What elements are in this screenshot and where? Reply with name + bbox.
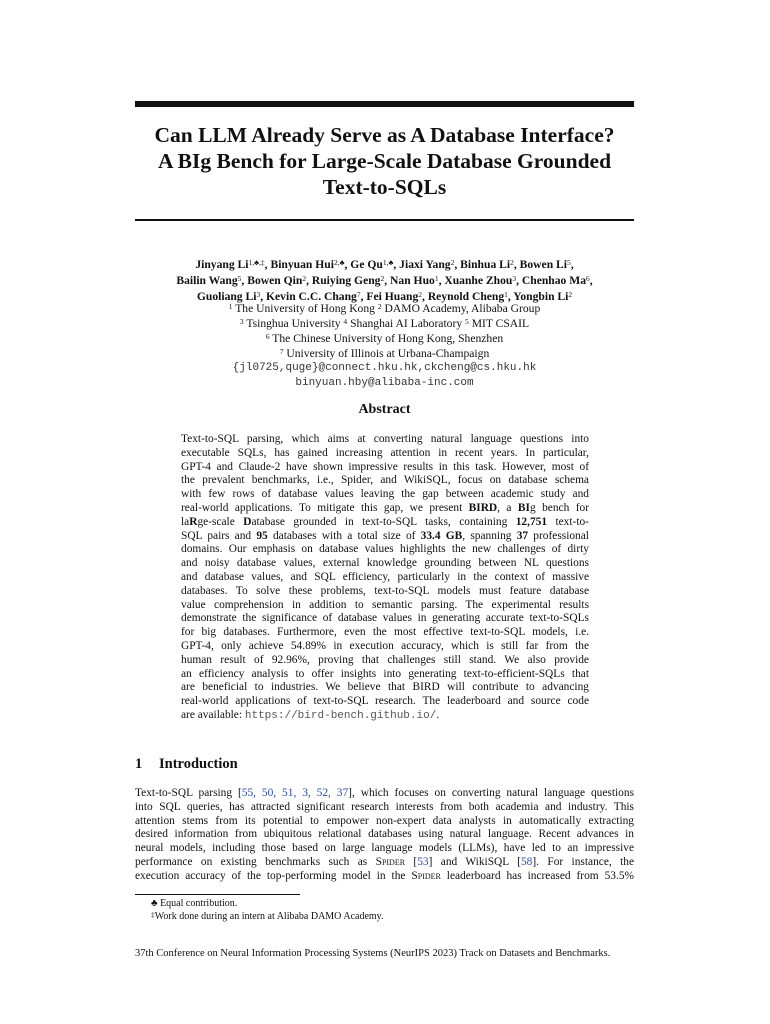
title-rule-bottom: [135, 219, 634, 221]
abstract-line: GPT-4, only achieve 54.89% in execution accuracy, which is still far from the: [181, 639, 589, 652]
author-affil-mark: 1,♣: [382, 258, 394, 267]
abstract-body: [181, 433, 589, 723]
affil-4: Shanghai AI Laboratory: [350, 317, 463, 330]
author-affil-mark: 6: [586, 274, 590, 283]
abstract-line: the prevalent benchmarks, i.e., Spider, and WikiSQL, focus on database schema: [181, 474, 589, 487]
author-name: Reynold Cheng: [427, 290, 505, 303]
author-affil-mark: 2: [302, 274, 307, 283]
author-affil-mark: 1: [504, 290, 508, 299]
affil-3: Tsinghua University: [246, 317, 341, 330]
author-name: Binyuan Hui: [270, 258, 334, 271]
author-affil-mark: 5: [237, 274, 242, 283]
author-name: Binhua Li: [460, 258, 511, 271]
abstract-heading: Abstract: [358, 402, 411, 417]
affil-6: The Chinese University of Hong Kong, Shenzhen: [272, 332, 504, 345]
footnote-equal-contribution: ♣ Equal contribution.: [151, 898, 238, 909]
author-affil-mark: 2: [380, 274, 385, 283]
author-affil-mark: 3: [512, 274, 517, 283]
author-line-1: Jinyang $Li^{1,♣,\ddagger}$, Binyuan Hui$^{2,♣}$, Ge $Qu^{1,♣}$, Jiaxi Yang$^2$, Binhua Li$^2$, Bowen Li$^5$,: [195, 258, 574, 271]
author-name: Xuanhe Zhou: [444, 274, 513, 287]
author-line-3: Guoliang Li$^3$, Kevin C.C. Chang$^7$, Fei Huang$^2$, Reynold Cheng$^1$, Yongbin Li$^2$: [196, 290, 573, 303]
abstract-line: value comprehension in addition to semantic parsing. The experimental results: [181, 598, 589, 611]
author-affil-mark: 5: [567, 258, 571, 267]
bird-name: BIRD: [468, 501, 498, 514]
affil-5: MIT CSAIL: [471, 317, 530, 330]
author-name: Bailin Wang: [176, 274, 238, 287]
abstract-line: with few rows of database values leaving the gap between academic study and: [181, 488, 589, 501]
email-line-1: {jl0725,quge}@connect.hku.hk,ckcheng@cs.hku.hk: [232, 362, 537, 374]
author-name: Kevin C.C. Chang: [266, 290, 357, 303]
citation-link[interactable]: 58: [520, 855, 533, 868]
intro-line: execution accuracy of the top-performing model in the Spider leaderboard has increased from 53.5%: [135, 869, 635, 882]
citation-link[interactable]: 55, 50, 51, 3, 52, 37: [241, 787, 349, 799]
abstract-line: domains. Our emphasis on database values highlights the new challenges of dirty: [181, 543, 589, 556]
project-url-link[interactable]: https://bird-bench.github.io/: [244, 709, 437, 722]
intro-line: performance on existing benchmarks such as Spider [53] and WikiSQL [58]. For instance, the: [135, 855, 635, 868]
section-heading-introduction: [135, 756, 238, 773]
abstract-line: and database values, and SQL efficiency, particularly in the context of massive: [181, 570, 589, 583]
affil-line-3: $^6$ The Chinese University of Hong Kong, Shenzhen: [265, 332, 504, 345]
author-name: Guoliang Li: [196, 290, 257, 303]
author-name: Bowen Li: [519, 258, 568, 271]
intro-line: desired information from ubiquitous relational databases using natural language. Recent advances in: [135, 828, 634, 841]
author-name: Jiaxi Yang: [399, 258, 451, 271]
section-number: 1: [135, 756, 143, 772]
affil-line-2: $^3$ Tsinghua University $^4$ Shanghai AI Laboratory $^5$ MIT CSAIL: [239, 317, 530, 330]
abstract-line: human result of 92.96%, proving that challenges still stand. We also provide: [181, 653, 589, 666]
footnotes: [151, 897, 384, 923]
email-line-2: binyuan.hby@alibaba-inc.com: [295, 377, 474, 389]
author-name: Nan Huo: [390, 274, 435, 287]
author-name: Jinyang Li: [195, 258, 249, 271]
abstract-line: real-world applications. To mitigate this gap, we present BIRD, a BIg bench for: [181, 501, 589, 514]
abstract-line: laRge-scale Database grounded in text-to-SQL tasks, containing 12,751 text-to-: [181, 515, 589, 528]
abstract-line: databases. To solve these problems, text-to-SQL models must feature database: [181, 584, 589, 597]
abstract-line: and noisy database values, external knowledge grounding between NL questions: [181, 557, 589, 570]
affil-line-4: $^7$ University of Illinois at Urbana-Champaign: [279, 347, 490, 360]
author-affil-mark: 2: [418, 290, 423, 299]
abstract-line: SQL pairs and 95 databases with a total size of 33.4 GB, spanning 37 professional: [181, 529, 589, 542]
author-name: Yongbin Li: [513, 290, 569, 303]
author-name: Ruiying Geng: [311, 274, 381, 287]
affiliations: [135, 301, 634, 391]
abstract-line: GPT-4 and Claude-2 have shown impressive results in this task. However, most of: [181, 460, 589, 473]
abstract-line: executable SQLs, has gained increasing attention in recent years. In particular,: [181, 446, 589, 459]
abstract-line: Text-to-SQL parsing, which aims at converting natural language questions into: [181, 433, 589, 445]
author-affil-mark: 2: [510, 258, 514, 267]
title-line-3: Text-to-SQLs: [322, 175, 447, 199]
footnote-rule: [135, 894, 300, 895]
title-rule-top: [135, 101, 634, 107]
intro-line: Text-to-SQL parsing [55, 50, 51, 3, 52, 37], which focuses on converting natural language questions: [135, 787, 635, 799]
footnote-intern: ‡Work done during an intern at Alibaba DAMO Academy.: [151, 910, 384, 922]
intro-line: neural models, including those based on large language models (LLMs), have led to an impressive: [135, 842, 634, 855]
affil-line-1: $^1$ The University of Hong Kong $^2$ DAMO Academy, Alibaba Group: [228, 302, 541, 315]
author-name: Chenhao Ma: [521, 274, 586, 287]
abstract-line: for big databases. Furthermore, even the most effective text-to-SQL models, i.e.: [181, 626, 589, 639]
abstract-line: are available: https://bird-bench.github.io/.: [181, 708, 440, 722]
author-name: Ge Qu: [350, 258, 383, 271]
author-affil-mark: 2,♣: [333, 258, 345, 267]
author-affil-mark: 7: [356, 290, 361, 299]
paper-title: [135, 122, 634, 200]
citation-link[interactable]: 53: [417, 855, 429, 868]
venue-footer: 37th Conference on Neural Information Processing Systems (NeurIPS 2023) Track on Datasets and Benchmarks.: [135, 948, 611, 959]
author-name: Bowen Qin: [247, 274, 303, 287]
introduction-body: [135, 787, 634, 884]
title-line-1: Can LLM Already Serve as A Database Interface?: [154, 123, 615, 147]
title-line-2: A BIg Bench for Large-Scale Database Grounded: [157, 149, 612, 173]
intro-line: attention stems from its potential to empower non-expert data analysts in automatically extracting: [135, 814, 634, 827]
abstract-line: demonstrate the significance of database values in generating accurate text-to-SQLs: [181, 612, 589, 625]
author-affil-mark: 2: [568, 290, 573, 299]
section-title: Introduction: [159, 756, 238, 772]
intro-line: into SQL queries, has attracted significant research interests from both academia and industry. This: [135, 800, 634, 813]
abstract-line: real-world applications of text-to-SQL research. The leaderboard and source code: [181, 695, 589, 708]
author-affil-mark: 1,♣,‡: [248, 258, 265, 267]
author-name: Fei Huang: [366, 290, 419, 303]
affil-1: The University of Hong Kong: [235, 302, 375, 315]
abstract-line: an efficiency analysis to offer insights into generating text-to-efficient-SQLs that: [181, 667, 589, 680]
abstract-line: are beneficial to industries. We believe that BIRD will contribute to advancing: [181, 681, 589, 694]
author-affil-mark: 3: [256, 290, 261, 299]
author-line-2: Bailin Wang$^5$, Bowen Qin$^2$, Ruiying Geng$^2$, Nan Huo$^1$, Xuanhe Zhou$^3$, Chenhao Ma$^6$,: [176, 274, 593, 287]
author-list: [135, 257, 634, 305]
affil-2: DAMO Academy, Alibaba Group: [384, 302, 541, 315]
author-affil-mark: 2: [450, 258, 455, 267]
author-affil-mark: 1: [434, 274, 439, 283]
affil-7: University of Illinois at Urbana-Champaign: [286, 347, 490, 360]
